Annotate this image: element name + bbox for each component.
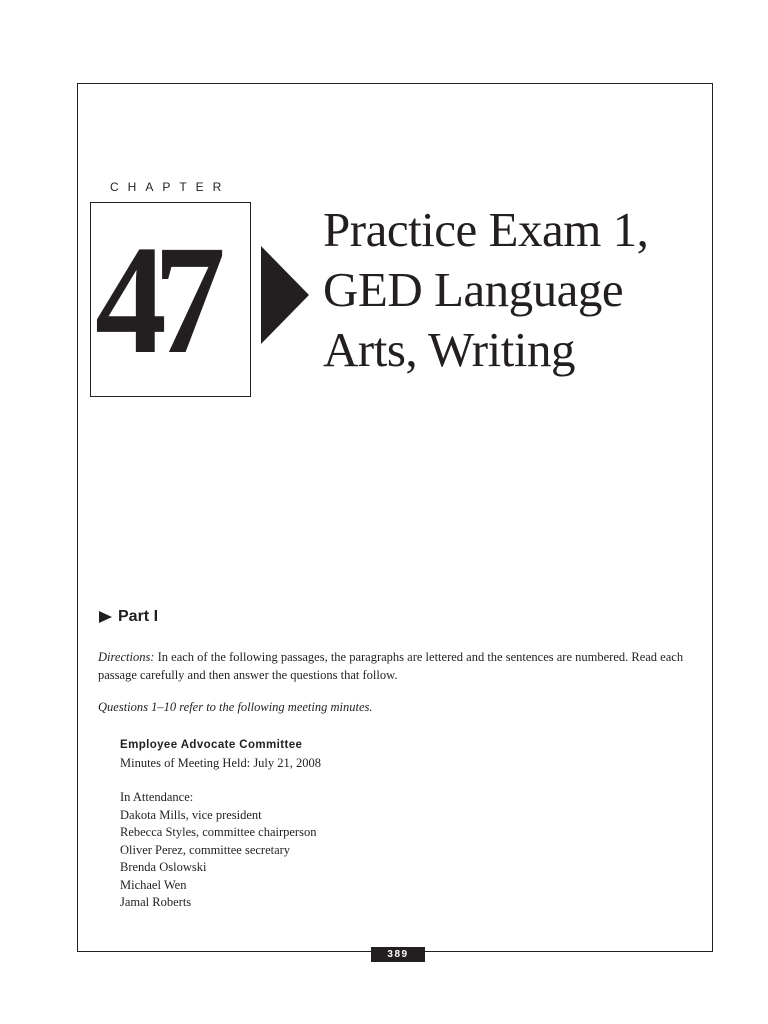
part-heading — [99, 608, 158, 626]
meeting-minutes — [120, 737, 321, 912]
attendee: Michael Wen — [120, 877, 187, 892]
organization-name: Employee Advocate Committee — [120, 739, 303, 751]
chapter-label: CHAPTER — [110, 180, 231, 194]
directions-text: In each of the following passages, the paragraphs are lettered and the sentences are numbered. Read each passage carefully and then answer the questions that follow. — [98, 650, 684, 682]
questions-reference: Questions 1–10 refer to the following meeting minutes. — [98, 700, 373, 714]
attendee: Brenda Oslowski — [120, 860, 207, 874]
directions-paragraph — [98, 648, 698, 684]
attendance-label: In Attendance: — [120, 790, 194, 804]
chapter-number: 47 — [95, 213, 213, 386]
directions-lead: Directions: — [98, 650, 155, 664]
attendee: Oliver Perez, committee secretary — [120, 842, 291, 857]
chapter-title-line: Arts, Writing — [323, 322, 575, 377]
minutes-line: Minutes of Meeting Held: July 21, 2008 — [120, 755, 322, 770]
chapter-title-line: Practice Exam 1, — [323, 202, 649, 257]
attendee: Dakota Mills, vice president — [120, 807, 262, 822]
triangle-right-icon — [99, 611, 112, 623]
chapter-title-line: GED Language — [323, 262, 624, 317]
chapter-title — [323, 200, 703, 380]
part-heading-text: Part I — [118, 608, 159, 625]
page-number: 389 — [371, 947, 425, 962]
chapter-arrow-icon — [261, 246, 309, 344]
attendee: Rebecca Styles, committee chairperson — [120, 825, 317, 839]
attendee: Jamal Roberts — [120, 895, 192, 909]
spacer — [120, 772, 321, 789]
